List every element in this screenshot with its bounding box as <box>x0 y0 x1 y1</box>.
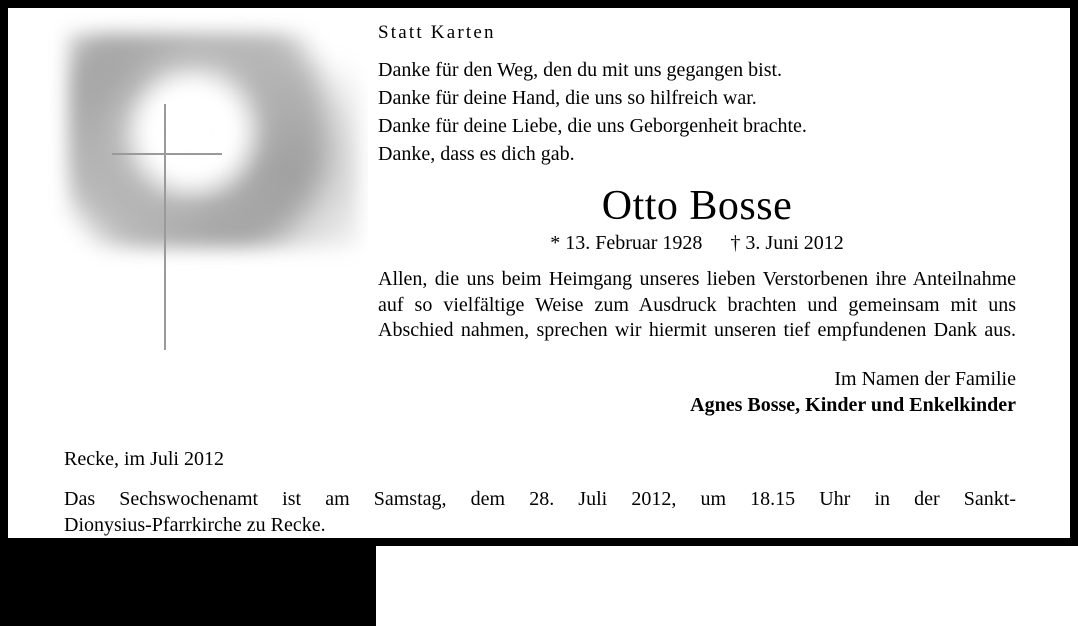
place-and-date: Recke, im Juli 2012 <box>64 448 224 470</box>
heading-statt-karten: Statt Karten <box>378 22 496 43</box>
birth-date: * 13. Februar 1928 <box>550 232 703 254</box>
cross-icon-vertical <box>164 104 166 350</box>
family-names: Agnes Bosse, Kinder und Enkelkinder <box>690 393 1016 416</box>
service-announcement <box>64 486 1016 538</box>
light-orb-decoration <box>118 68 268 198</box>
cross-icon-horizontal <box>112 153 222 155</box>
life-dates <box>378 232 1016 255</box>
verse-line-3: Danke für deine Liebe, die uns Geborgenheit brachte. <box>378 115 807 137</box>
death-date: † 3. Juni 2012 <box>730 232 844 254</box>
bottom-white-band <box>376 546 1078 626</box>
obituary-card <box>8 8 1070 538</box>
verse-line-1: Danke für den Weg, den du mit uns gegangen bist. <box>378 59 783 81</box>
family-intro: Im Namen der Familie <box>834 367 1016 390</box>
service-announcement-line-2: Dionysius-Pfarrkirche zu Recke. <box>64 514 326 536</box>
verse-block <box>378 56 1016 168</box>
verse-line-4: Danke, dass es dich gab. <box>378 143 575 165</box>
service-announcement-line-1: Das Sechswochenamt ist am Samstag, dem 28. Juli 2012, um 18.15 Uhr in der Sankt- <box>64 488 1016 510</box>
family-signature <box>378 366 1016 418</box>
obituary-text-column <box>378 22 1016 418</box>
deceased-name: Otto Bosse <box>601 183 793 229</box>
verse-line-2: Danke für deine Hand, die uns so hilfreich war. <box>378 87 757 109</box>
thanks-paragraph: Allen, die uns beim Heimgang unseres lieben Verstorbenen ihre Anteilnahme auf so vielfältige Weise zum Ausdruck brachten und gemeinsam mit uns Abschied nahmen, sprechen wir hiermit unseren tief empfundenen Dank aus. <box>378 268 1016 341</box>
